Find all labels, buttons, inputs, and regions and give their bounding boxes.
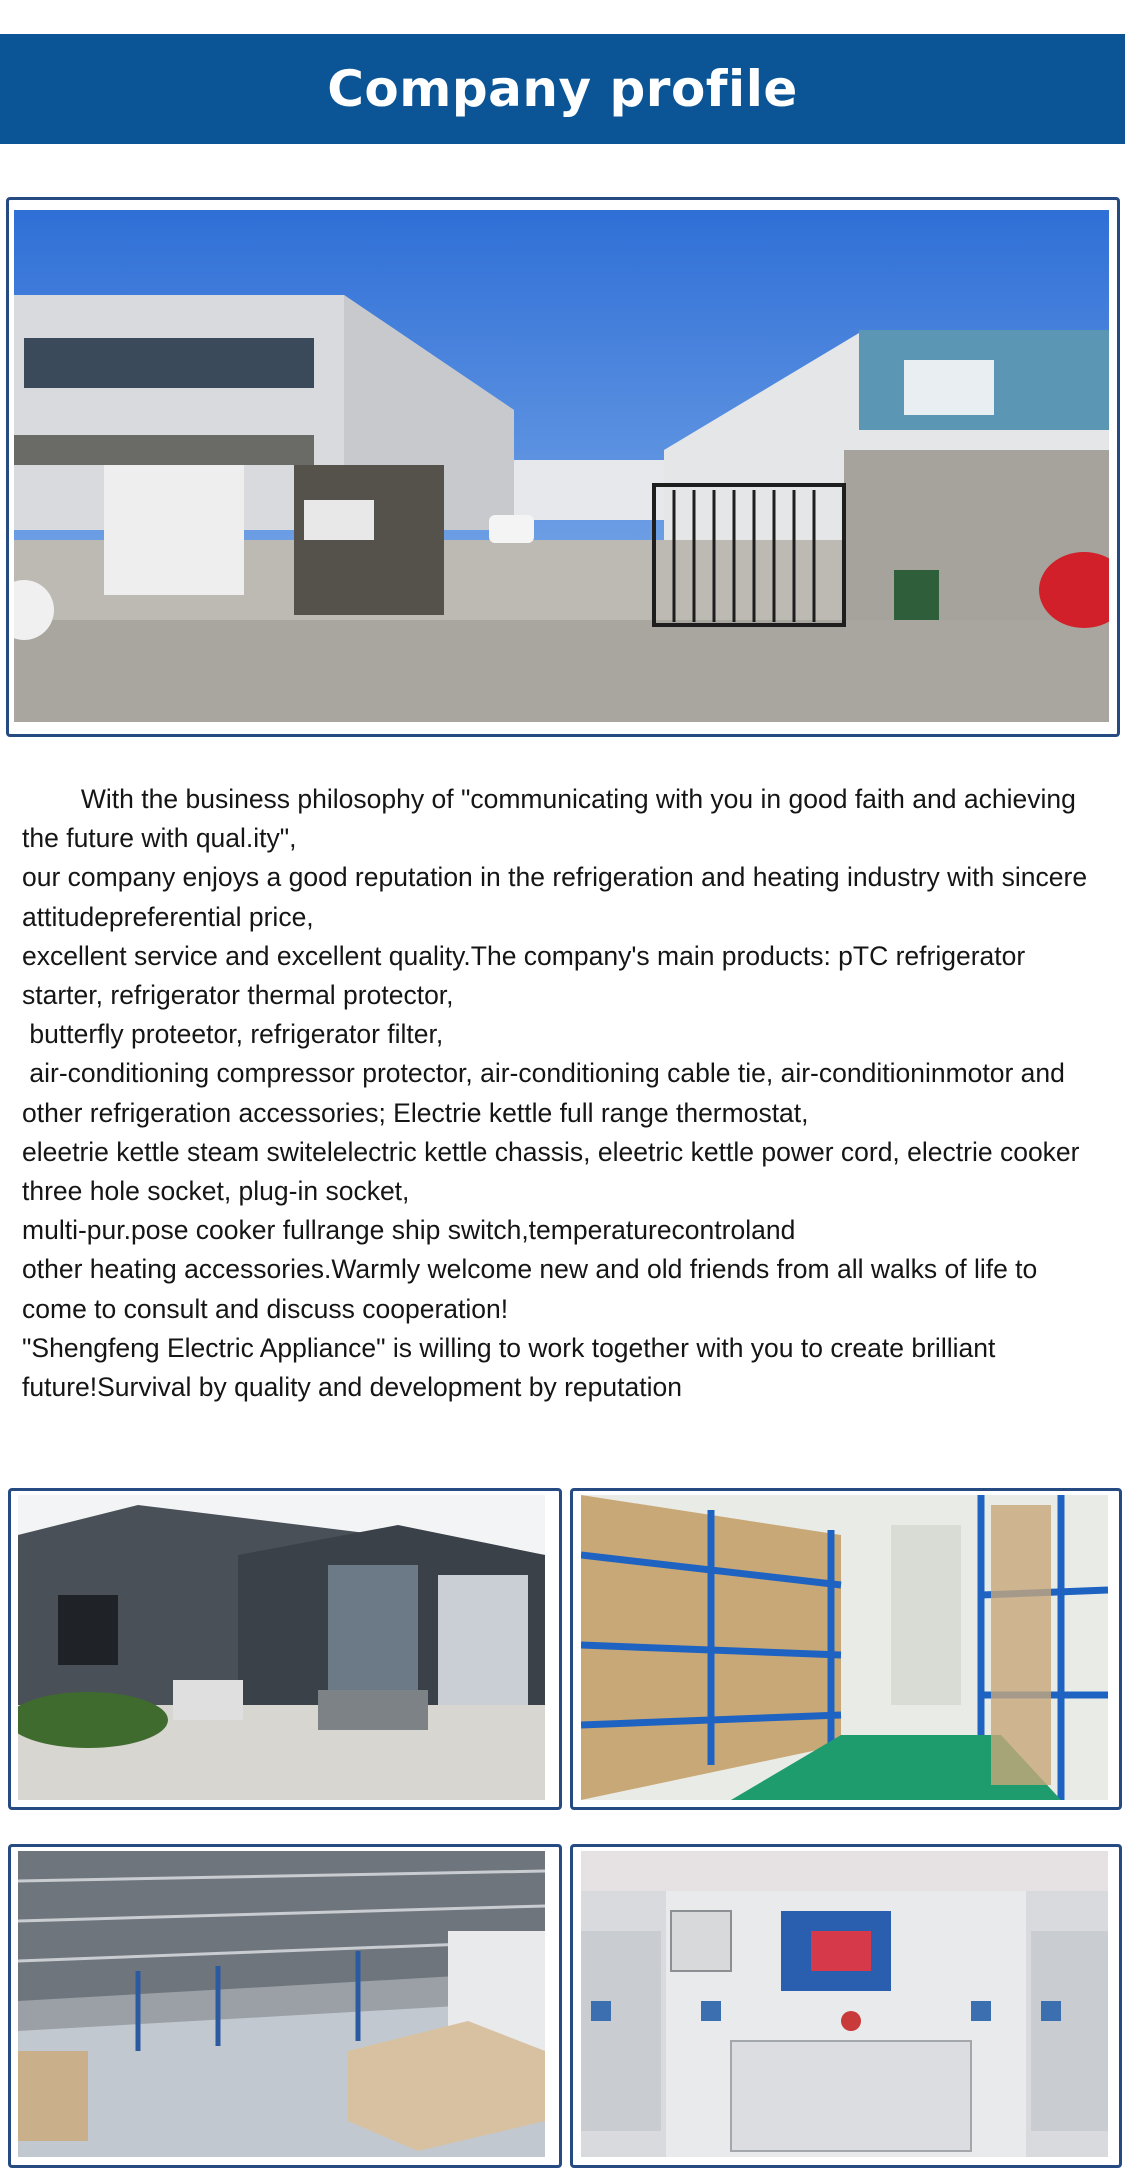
description-line: "Shengfeng Electric Appliance" is willing to work together with you to create brilliant future!Survival by quality and development by reputation	[22, 1332, 1003, 1403]
factory-hall-photo	[18, 1851, 545, 2157]
office-building-photo	[18, 1495, 545, 1800]
description-line: our company enjoys a good reputation in the refrigeration and heating industry with sincere attitudepreferential price,	[22, 862, 1095, 932]
description-line: With the business philosophy of "communicating with you in good faith and achieving the future with qual.ity",	[22, 784, 1084, 854]
page-title: Company profile	[327, 60, 798, 118]
title-banner	[0, 34, 1125, 144]
company-description	[22, 780, 1107, 1407]
factory-entrance-photo	[14, 210, 1109, 722]
description-line: butterfly proteetor, refrigerator filter,	[22, 1019, 444, 1050]
production-machine-photo	[581, 1851, 1108, 2157]
warehouse-shelves-photo	[581, 1495, 1108, 1800]
description-line: excellent service and excellent quality.The company's main products: pTC refrigerator starter, refrigerator thermal protector,	[22, 940, 1033, 1011]
description-line: air-conditioning compressor protector, air-conditioning cable tie, air-conditioninmotor and other refrigeration accessories; Electrie kettle full range thermostat,	[22, 1058, 1073, 1128]
description-line: other heating accessories.Warmly welcome new and old friends from all walks of life to come to consult and discuss cooperation!	[22, 1254, 1045, 1324]
description-line: eleetrie kettle steam switelelectric kettle chassis, eleetric kettle power cord, electrie cooker three hole socket, plug-in socket,	[22, 1136, 1087, 1207]
description-line: multi-pur.pose cooker fullrange ship switch,temperaturecontroland	[22, 1215, 796, 1246]
